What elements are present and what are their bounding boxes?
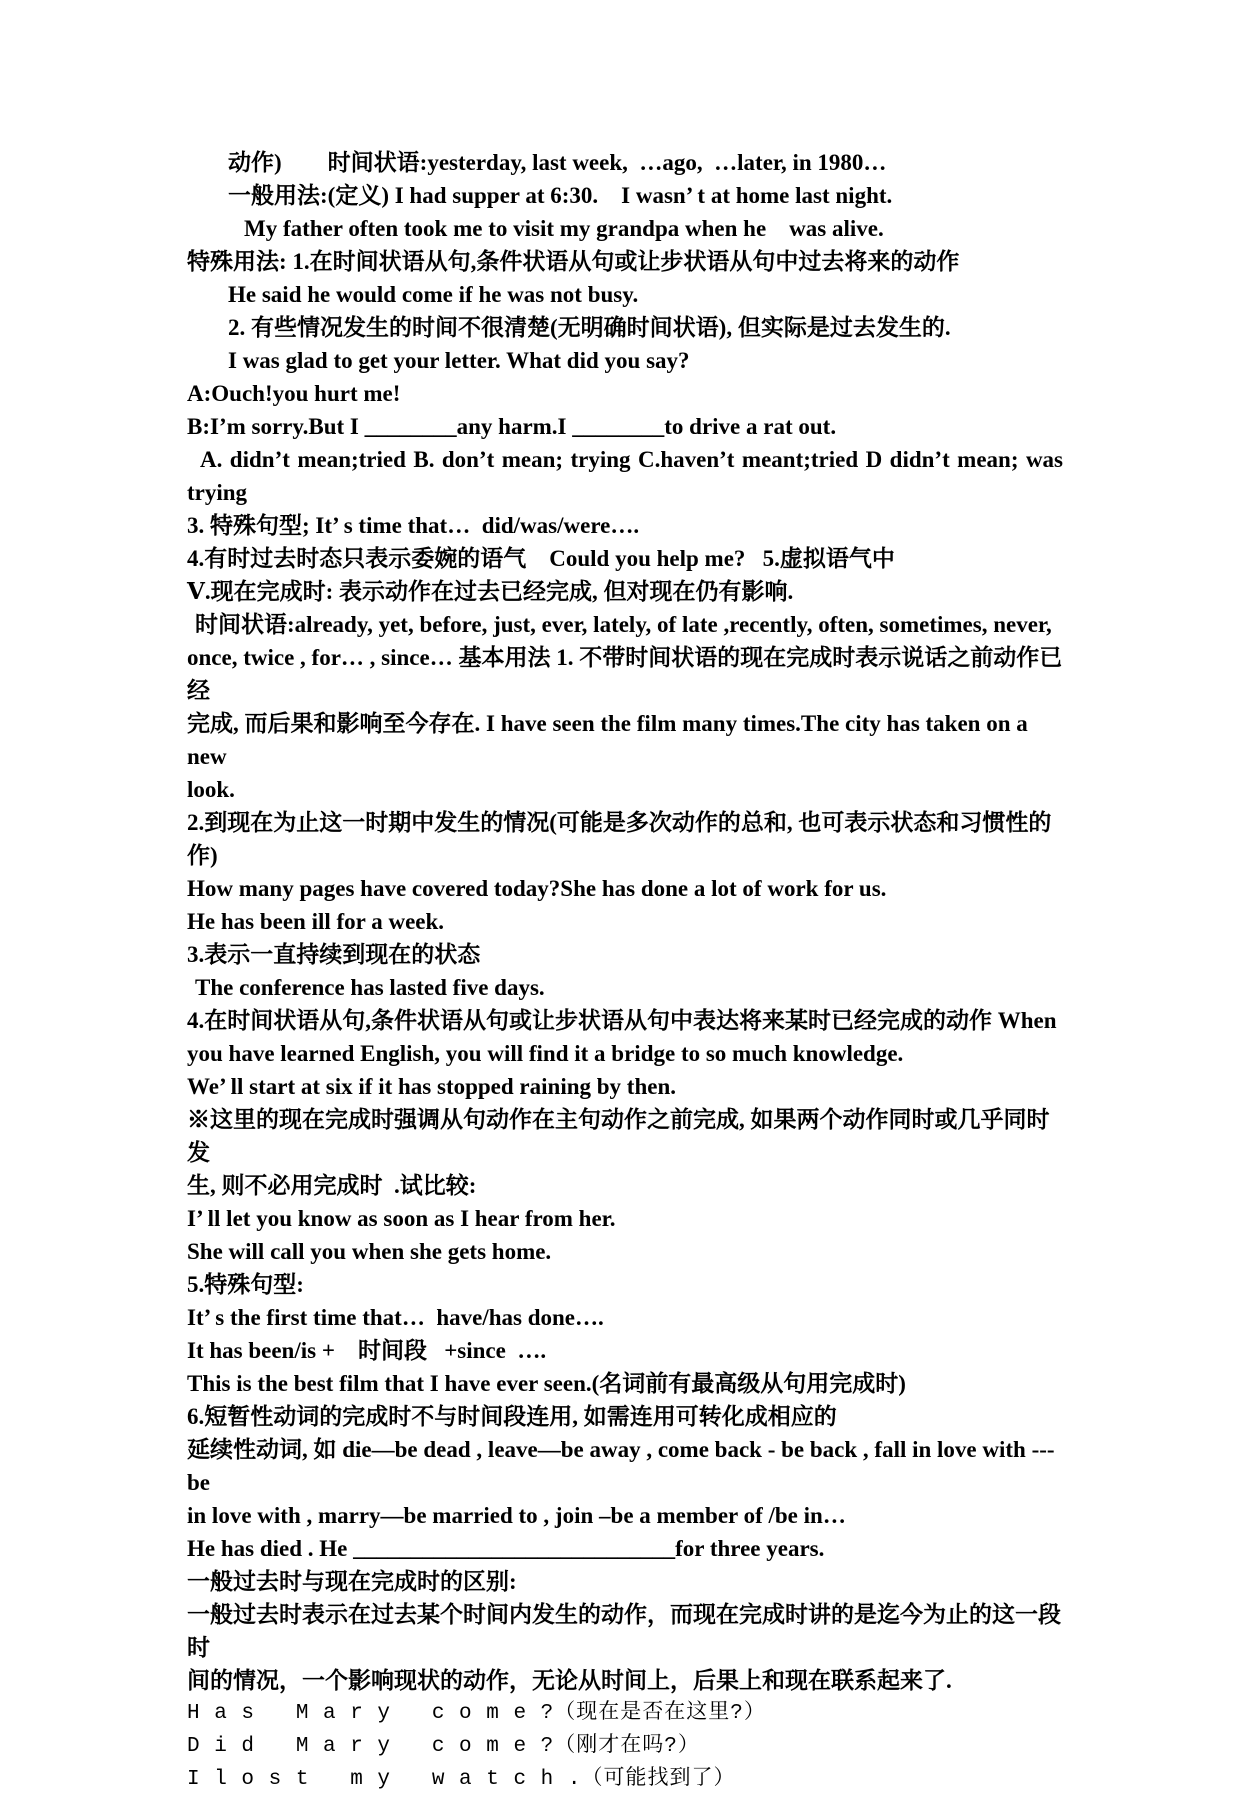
text-line: Ⅴ.现在完成时: 表示动作在过去已经完成, 但对现在仍有影响. xyxy=(187,579,794,604)
text-line: A. didn’t mean;tried B. don’t mean; trying C.haven’t meant;tried D didn’t mean; was xyxy=(200,447,1063,472)
text-line: 一般过去时与现在完成时的区别: xyxy=(187,1569,517,1594)
text-line: 5.特殊句型: xyxy=(187,1272,304,1297)
text-line: look. xyxy=(187,777,235,802)
text-line: He has been ill for a week. xyxy=(187,909,445,934)
text-line: This is the best film that I have ever seen.(名词前有最高级从句用完成时) xyxy=(187,1371,906,1396)
text-line: The conference has lasted five days. xyxy=(195,975,545,1000)
text-line: 2. 有些情况发生的时间不很清楚(无明确时间状语), 但实际是过去发生的. xyxy=(228,315,951,340)
text-line: A:Ouch!you hurt me! xyxy=(187,381,401,406)
text-line: 3.表示一直持续到现在的状态 xyxy=(187,942,481,967)
text-line: 2.到现在为止这一时期中发生的情况(可能是多次动作的总和, 也可表示状态和习惯性的作) xyxy=(187,810,1052,868)
text-line: He has died . He ____________________________for three years. xyxy=(187,1536,825,1561)
text-line: She will call you when she gets home. xyxy=(187,1239,552,1264)
text-line: It’ s the first time that… have/has done…. xyxy=(187,1305,604,1330)
text-line: 动作) 时间状语:yesterday, last week, …ago, …later, in 1980… xyxy=(228,150,887,175)
text-line: in love with , marry—be married to , join –be a member of /be in… xyxy=(187,1503,846,1528)
text-line: 延续性动词, 如 die—be dead , leave—be away , come back - be back , fall in love with ---be xyxy=(187,1437,1055,1495)
text-line: How many pages have covered today?She has done a lot of work for us. xyxy=(187,876,887,901)
text-line: I’ ll let you know as soon as I hear from her. xyxy=(187,1206,616,1231)
text-line: B:I’m sorry.But I ________any harm.I ________to drive a rat out. xyxy=(187,414,837,439)
text-line: He said he would come if he was not busy. xyxy=(228,282,639,307)
text-line: My father often took me to visit my grandpa when he was alive. xyxy=(244,216,884,241)
text-line: It has been/is + 时间段 +since …. xyxy=(187,1338,547,1363)
text-line: 6.短暂性动词的完成时不与时间段连用, 如需连用可转化成相应的 xyxy=(187,1404,837,1429)
text-line: 生, 则不必用完成时 .试比较: xyxy=(187,1173,477,1198)
text-line: once, twice , for… , since… 基本用法 1. 不带时间状语的现在完成时表示说话之前动作已经 xyxy=(187,645,1063,703)
text-line: 间的情况，一个影响现状的动作，无论从时间上，后果上和现在联系起来了. xyxy=(187,1668,952,1693)
text-line: H a s M a r y c o m e ?（现在是否在这里?） xyxy=(187,1702,766,1725)
text-line: I l o s t m y w a t c h .（可能找到了） xyxy=(187,1768,736,1791)
text-line: D i d M a r y c o m e ?（刚才在吗?） xyxy=(187,1735,700,1758)
text-line: We’ ll start at six if it has stopped raining by then. xyxy=(187,1074,676,1099)
text-line: 3. 特殊句型; It’ s time that… did/was/were…. xyxy=(187,513,640,538)
text-line: 4.有时过去时态只表示委婉的语气 Could you help me? 5.虚拟语气中 xyxy=(187,546,895,571)
text-line: 特殊用法: 1.在时间状语从句,条件状语从句或让步状语从句中过去将来的动作 xyxy=(187,249,960,274)
text-line: 一般过去时表示在过去某个时间内发生的动作，而现在完成时讲的是迄今为止的这一段时 xyxy=(187,1602,1061,1660)
text-line: 4.在时间状语从句,条件状语从句或让步状语从句中表达将来某时已经完成的动作 When xyxy=(187,1008,1057,1033)
text-line: ※这里的现在完成时强调从句动作在主句动作之前完成, 如果两个动作同时或几乎同时发 xyxy=(187,1107,1050,1165)
text-line: I was glad to get your letter. What did you say? xyxy=(228,348,690,373)
document-body xyxy=(187,146,1063,1796)
text-line: 一般用法:(定义) I had supper at 6:30. I wasn’ t at home last night. xyxy=(228,183,893,208)
text-line: you have learned English, you will find it a bridge to so much knowledge. xyxy=(187,1041,904,1066)
text-line: 时间状语:already, yet, before, just, ever, lately, of late ,recently, often, sometimes, never, xyxy=(195,612,1052,637)
text-line: 完成, 而后果和影响至今存在. I have seen the film many times.The city has taken on a new xyxy=(187,711,1034,769)
text-line: trying xyxy=(187,480,248,505)
